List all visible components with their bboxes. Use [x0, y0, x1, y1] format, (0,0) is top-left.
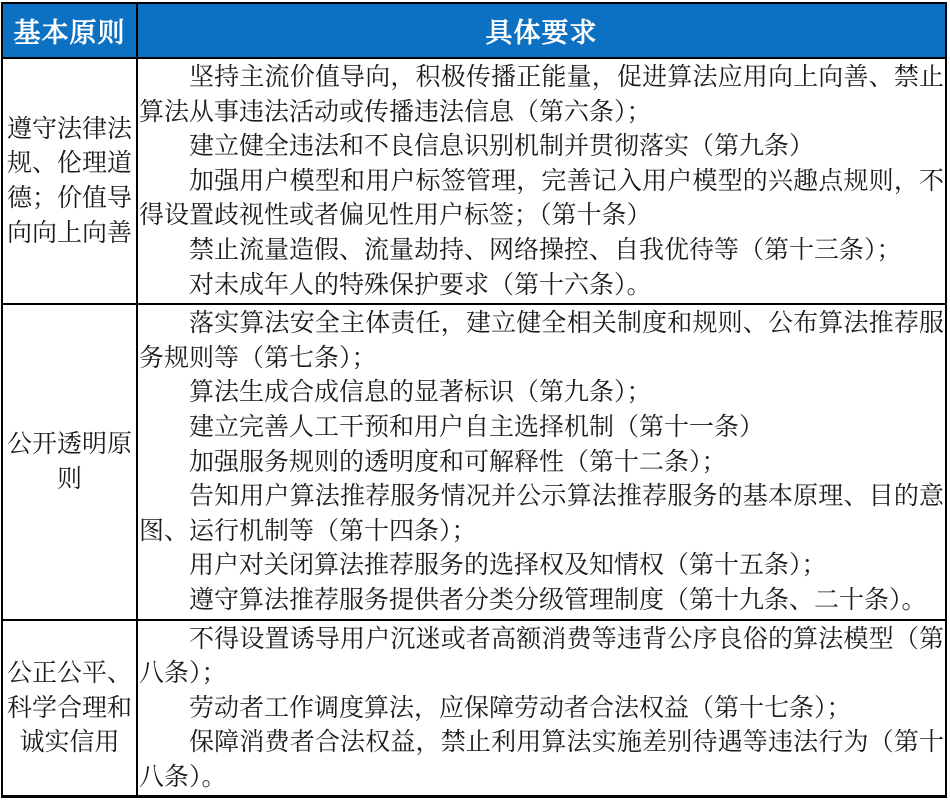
principle-text: 遵守法律法规、伦理道德；价值导向向上向善 — [6, 114, 132, 247]
requirement-paragraph: 禁止流量造假、流量劫持、网络操控、自我优待等（第十三条）； — [189, 235, 902, 264]
requirement-paragraph: 算法生成合成信息的显著标识（第九条）； — [189, 378, 652, 407]
requirement-paragraph: 对未成年人的特殊保护要求（第十六条）。 — [189, 270, 652, 299]
requirement-paragraph: 劳动者工作调度算法，应保障劳动者合法权益（第十七条）； — [189, 693, 852, 722]
requirement-paragraph: 遵守算法推荐服务提供者分类分级管理制度（第十九条、二十条）。 — [189, 585, 927, 614]
principle-text: 公正公平、科学合理和诚实信用 — [6, 659, 132, 757]
requirement-paragraph: 不得设置诱导用户沉迷或者高额消费等违背公序良俗的算法模型（第八条）； — [139, 624, 944, 688]
requirement-paragraph: 告知用户算法推荐服务情况并公示算法推荐服务的基本原理、目的意图、运行机制等（第十四条）； — [139, 482, 944, 545]
header-cell-specific-requirements: 具体要求 — [485, 18, 598, 48]
requirement-paragraph: 坚持主流价值导向，积极传播正能量，促进算法应用向上向善、禁止算法从事违法活动或传播违法信息（第六条）； — [139, 63, 944, 126]
requirements-cell-transparency — [138, 305, 945, 618]
requirement-paragraph: 建立健全违法和不良信息识别机制并贯彻落实（第九条） — [189, 132, 815, 161]
requirement-paragraph: 加强服务规则的透明度和可解释性（第十二条）； — [189, 447, 727, 476]
principle-cell-fairness — [3, 621, 138, 796]
requirement-paragraph: 建立完善人工干预和用户自主选择机制（第十一条） — [189, 412, 765, 441]
table-row-law-ethics — [3, 57, 945, 303]
header-cell-basic-principles: 基本原则 — [3, 4, 138, 57]
principle-text: 公开透明原则 — [6, 430, 132, 493]
requirement-paragraph: 保障消费者合法权益，禁止利用算法实施差别待遇等违法行为（第十八条）。 — [139, 728, 944, 791]
principle-cell-transparency — [3, 305, 138, 618]
table-header-row — [3, 4, 945, 57]
principles-requirements-table — [1, 2, 947, 798]
table-row-fairness — [3, 619, 945, 796]
requirements-cell-fairness — [138, 621, 945, 796]
requirement-paragraph: 加强用户模型和用户标签管理，完善记入用户模型的兴趣点规则，不得设置歧视性或者偏见性用户标签；（第十条） — [139, 166, 944, 230]
table-row-transparency — [3, 303, 945, 618]
principle-cell-law-ethics — [3, 59, 138, 303]
requirement-paragraph: 用户对关闭算法推荐服务的选择权及知情权（第十五条）； — [189, 551, 827, 580]
requirement-paragraph: 落实算法安全主体责任，建立健全相关制度和规则、公布算法推荐服务规则等（第七条）； — [139, 309, 944, 372]
requirements-cell-law-ethics — [138, 59, 945, 303]
